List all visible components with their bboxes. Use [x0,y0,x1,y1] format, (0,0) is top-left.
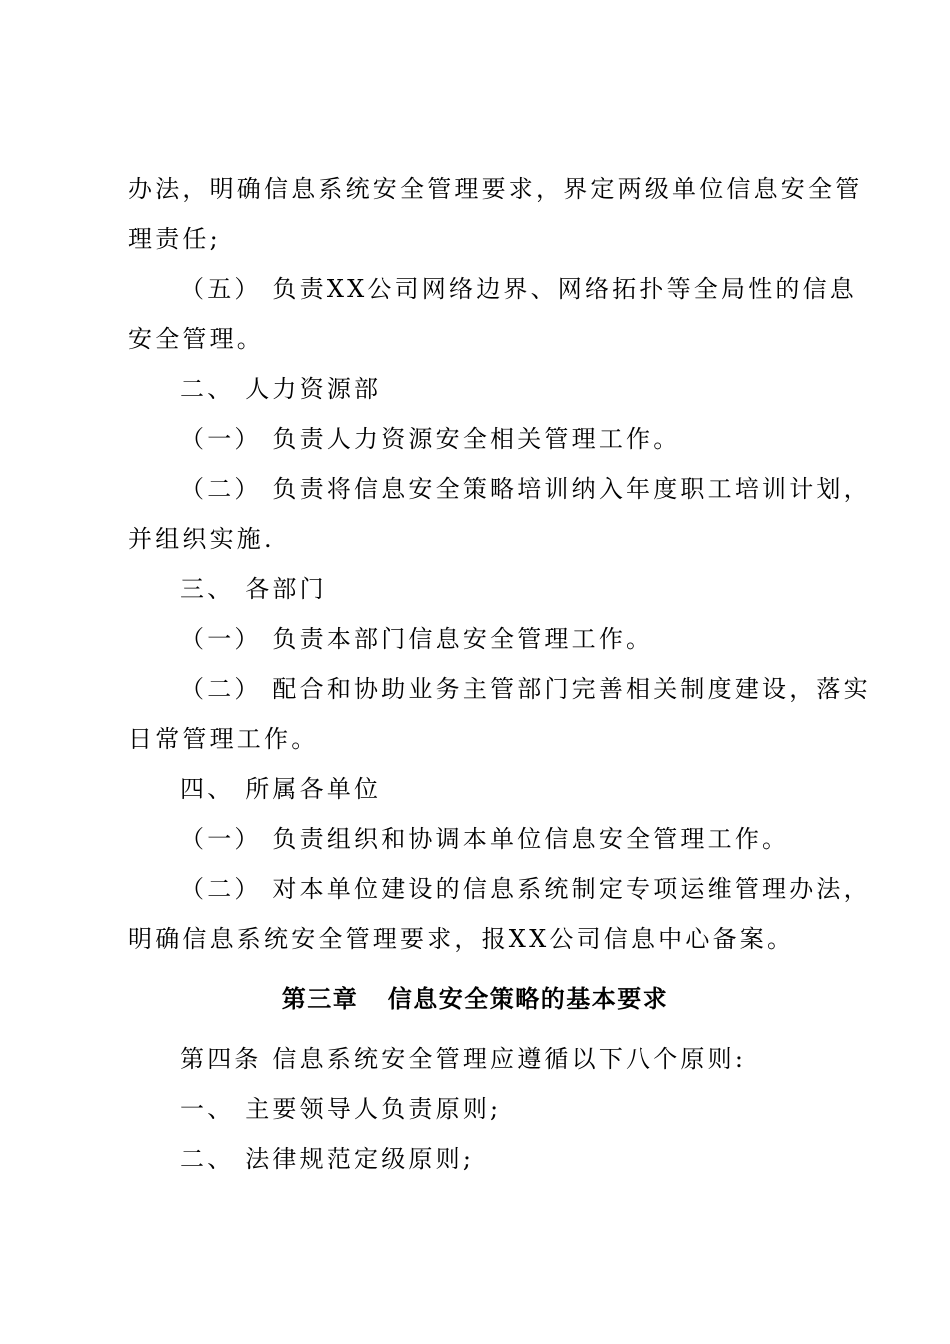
paragraph-line: 明确信息系统安全管理要求，报XX公司信息中心备案。 [128,925,795,953]
paragraph-line: （二） 配合和协助业务主管部门完善相关制度建设，落实 [180,675,871,703]
list-item: 一、 主要领导人负责原则; [180,1095,502,1123]
paragraph-line: （二） 对本单位建设的信息系统制定专项运维管理办法， [180,875,871,903]
list-item: 二、 法律规范定级原则; [180,1145,475,1173]
paragraph-line: 安全管理。 [128,325,264,353]
paragraph-line: （一） 负责人力资源安全相关管理工作。 [180,425,681,453]
paragraph-line: 日常管理工作。 [128,725,319,753]
paragraph-line: 理责任; [128,225,221,253]
paragraph-line: （一） 负责组织和协调本单位信息安全管理工作。 [180,825,790,853]
section-heading: 二、 人力资源部 [180,375,382,403]
chapter-heading: 第三章 信息安全策略的基本要求 [281,985,669,1013]
paragraph-line: （二） 负责将信息安全策略培训纳入年度职工培训计划， [180,475,871,503]
section-heading: 三、 各部门 [180,575,327,603]
article-line: 第四条 信息系统安全管理应遵循以下八个原则: [180,1045,747,1073]
paragraph-line: 办法，明确信息系统安全管理要求，界定两级单位信息安全管 [128,175,863,203]
paragraph-line: （一） 负责本部门信息安全管理工作。 [180,625,654,653]
section-heading: 四、 所属各单位 [180,775,382,803]
paragraph-line: 并组织实施. [128,525,275,553]
paragraph-line: （五） 负责XX公司网络边界、网络拓扑等全局性的信息 [180,275,857,303]
